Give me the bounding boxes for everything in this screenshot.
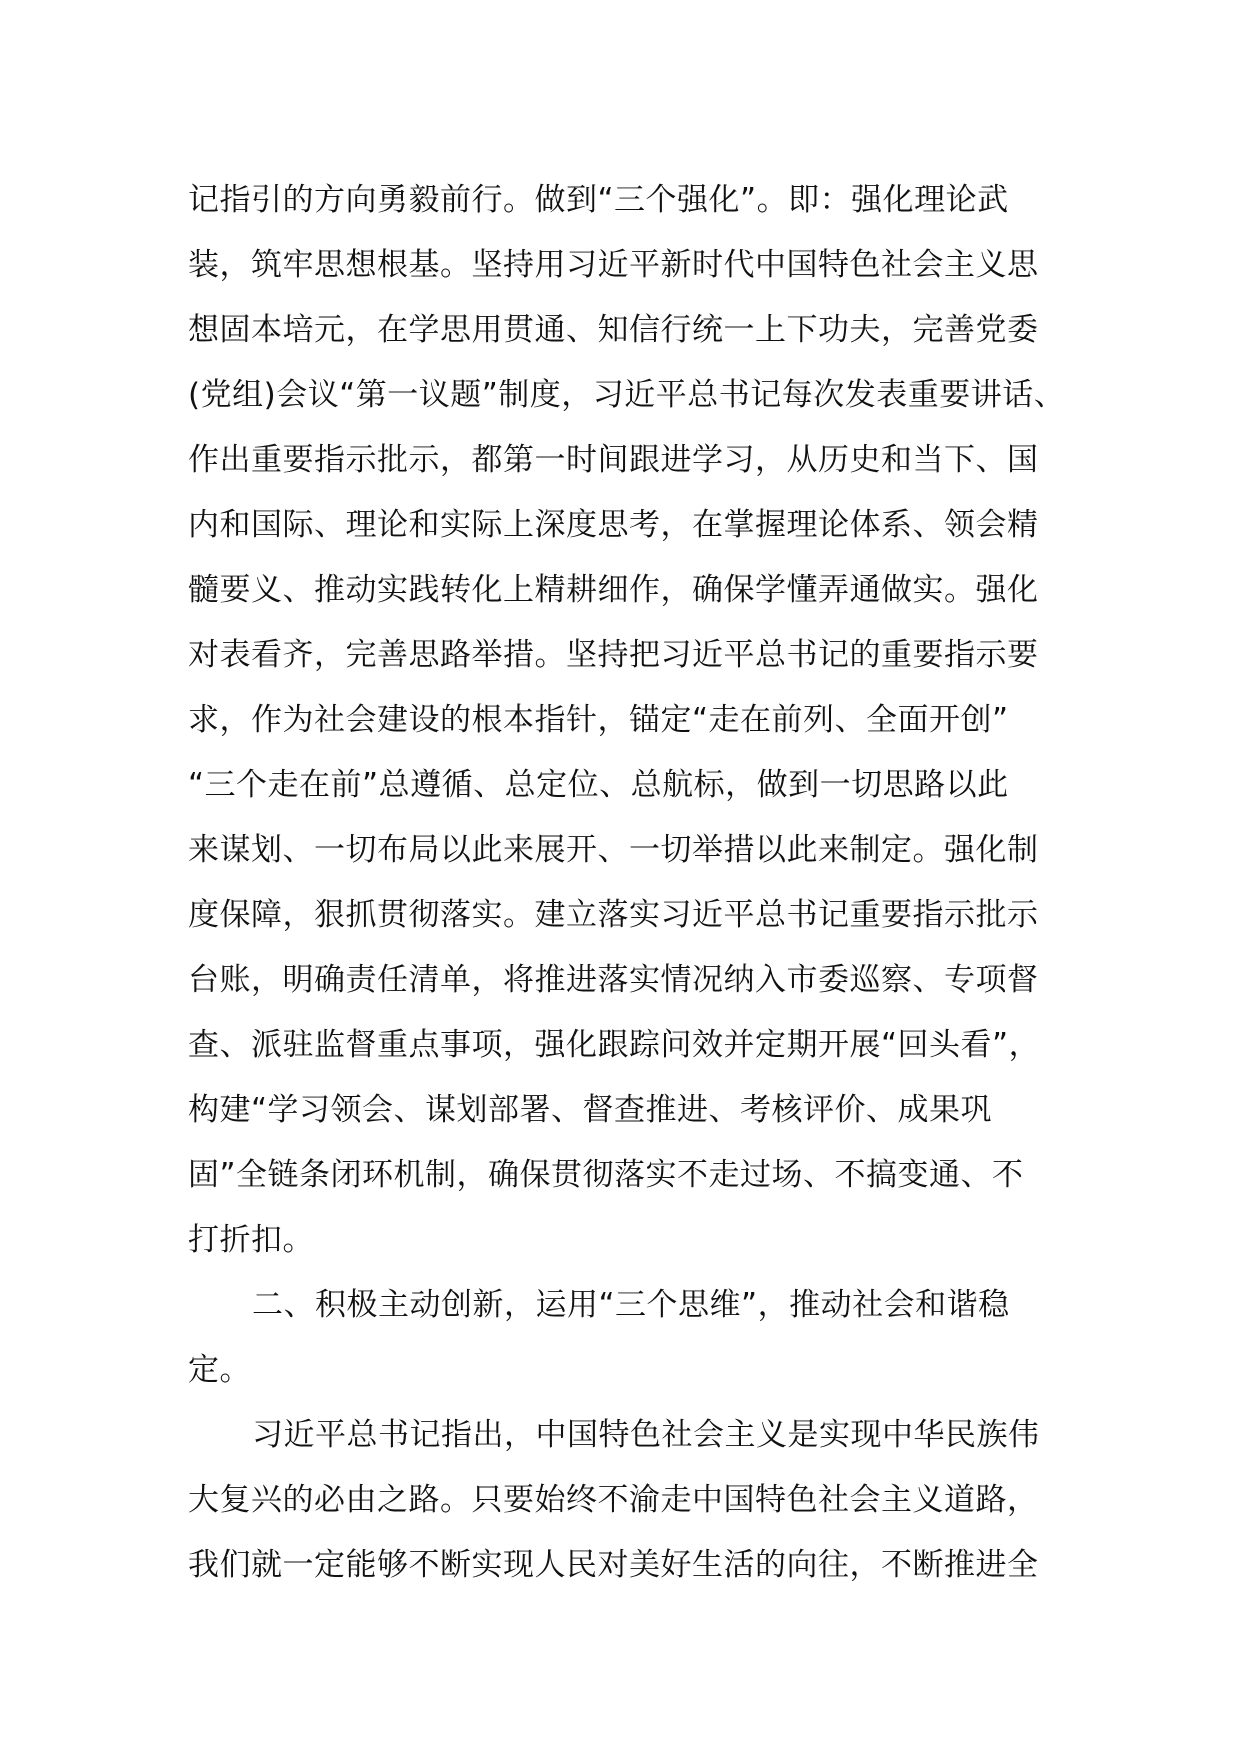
text-line: (党组)会议“第一议题”制度，习近平总书记每次发表重要讲话、 <box>188 377 1066 413</box>
text-line: “三个走在前”总遵循、总定位、总航标，做到一切思路以此 <box>188 767 1009 803</box>
section-heading-line: 二、积极主动创新，运用“三个思维”，推动社会和谐稳 <box>252 1287 1010 1323</box>
text-line: 想固本培元，在学思用贯通、知信行统一上下功夫，完善党委 <box>188 312 1039 348</box>
text-line: 来谋划、一切布局以此来展开、一切举措以此来制定。强化制 <box>188 832 1039 868</box>
text-line: 求，作为社会建设的根本指针，锚定“走在前列、全面开创” <box>188 702 1009 738</box>
section-heading-line: 定。 <box>188 1352 251 1388</box>
text-line: 内和国际、理论和实际上深度思考，在掌握理论体系、领会精 <box>188 507 1039 543</box>
text-line: 固”全链条闭环机制，确保贯彻落实不走过场、不搞变通、不 <box>188 1157 1024 1193</box>
text-line: 打折扣。 <box>188 1222 314 1258</box>
text-line: 台账，明确责任清单，将推进落实情况纳入市委巡察、专项督 <box>188 962 1039 998</box>
text-line: 对表看齐，完善思路举措。坚持把习近平总书记的重要指示要 <box>188 637 1039 673</box>
text-line: 髓要义、推动实践转化上精耕细作，确保学懂弄通做实。强化 <box>188 572 1039 608</box>
text-line: 作出重要指示批示，都第一时间跟进学习，从历史和当下、国 <box>188 442 1039 478</box>
text-line: 大复兴的必由之路。只要始终不渝走中国特色社会主义道路， <box>188 1482 1039 1518</box>
text-line: 构建“学习领会、谋划部署、督查推进、考核评价、成果巩 <box>188 1092 993 1128</box>
text-line: 我们就一定能够不断实现人民对美好生活的向往，不断推进全 <box>188 1547 1039 1583</box>
text-line: 装，筑牢思想根基。坚持用习近平新时代中国特色社会主义思 <box>188 247 1039 283</box>
text-line: 度保障，狠抓贯彻落实。建立落实习近平总书记重要指示批示 <box>188 897 1039 933</box>
text-line: 记指引的方向勇毅前行。做到“三个强化”。即：强化理论武 <box>188 182 1009 218</box>
paragraph-first-line: 习近平总书记指出，中国特色社会主义是实现中华民族伟 <box>252 1417 1040 1453</box>
text-line: 查、派驻监督重点事项，强化跟踪问效并定期开展“回头看”， <box>188 1027 1041 1063</box>
body-text <box>188 168 1088 1598</box>
